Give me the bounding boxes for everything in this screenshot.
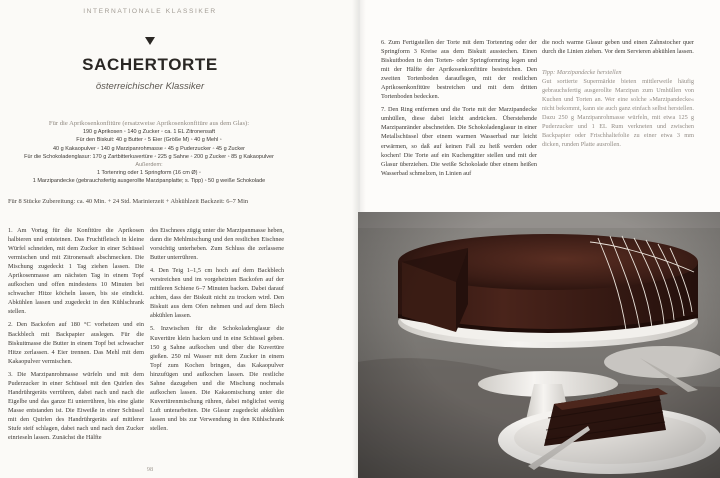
recipe-title: SACHERTORTE xyxy=(82,55,218,74)
yield-and-times: Für 8 Stücke Zubereitung: ca. 40 Min. + 24 Std. Marinierzeit + Abkühlzeit Backzeit: 6–7 Min xyxy=(8,198,249,205)
step-2: 2. Den Backofen auf 180 °C vorheizen und ein Backblech mit Backpapier auslegen. Für die Biskuitmasse die Butter in einem Topf bei schwacher Hitze zerlassen. 4 Eier trennen. Das Mehl mit dem Kakaopulver vermischen. xyxy=(8,321,144,365)
step-3: 3. Die Marzipanrohmasse würfeln und mit dem Puderzucker in einer Schüssel mit den Quirlen des Handrührgeräts verrühren, dabei nach und nach die Eigelbe und das ganze Ei unterrühren, bis eine glatte Masse entstanden ist. Die Eiweiße in einer Schüssel mit den Quirlen des Handrührgeräts auf mittlerer Stufe steif schlagen, dabei nach und nach den Zucker einrieseln lassen. Zunächst die Hälfte xyxy=(8,370,144,442)
cake-illustration xyxy=(358,212,720,478)
ingredient-list xyxy=(4,120,294,186)
ingredient-heading-garnish: Außerdem: xyxy=(135,162,163,169)
ingredient-line: 190 g Aprikosen ◦ 140 g Zucker ◦ ca. 1 EL Zitronensaft xyxy=(82,129,216,136)
tip-heading: Tipp: Marzipandecke herstellen xyxy=(542,69,622,77)
text-column-1 xyxy=(8,226,144,446)
ingredient-line: Für den Biskuit: 40 g Butter ◦ 5 Eier (Größe M) ◦ 40 g Mehl ◦ xyxy=(76,137,222,144)
tip-box xyxy=(542,68,694,149)
triangle-marker-icon xyxy=(144,36,156,46)
step-3-continued: des Eischnees zügig unter die Marzipanmasse heben, dann die Mehlmischung und den restlichen Eischnee vorsichtig unterheben. Zum Schluss die zerlassene Butter unterrühren. xyxy=(150,227,284,262)
text-column-2 xyxy=(150,226,284,437)
text-column-3 xyxy=(381,38,537,182)
recipe-subtitle: österreichischer Klassiker xyxy=(95,81,205,92)
running-head: INTERNATIONALE KLASSIKER xyxy=(83,8,217,15)
tip-text: Gut sortierte Supermärkte bieten mittlerweile häufig gebrauchsfertig ausgerollte Marzipan zum Umhüllen von Kuchen und Torten an. Wer eine solche »Marzipandecke« nicht bekommt, kann sie auch ganz einfach selbst herstellen. Dazu 250 g Marzipanrohmasse würfeln, mit etwa 125 g Puderzucker und 1 EL Rum verkneten und zwischen Backpapier oder Frischhaltefolie zu einer etwa 3 mm dicken, runden Platte ausrollen. xyxy=(542,78,694,149)
left-page xyxy=(0,0,358,478)
ingredient-line: 1 Tortenring oder 1 Springform (16 cm Ø) ◦ xyxy=(97,170,201,177)
step-1: 1. Am Vortag für die Konfitüre die Aprikosen halbieren und entsteinen. Das Fruchtfleisch in kleine Würfel schneiden, mit dem Zucker in einer Schüssel vermischen und mit Zitronensaft abschmecken. Die Mischung zugedeckt 1 Tag ziehen lassen. Die Aprikosenmasse am nächsten Tag in einem Topf aufkochen und offen mindestens 10 Minuten bei schwacher Hitze köcheln lassen, bis sie eindickt. Abkühlen lassen und zugedeckt in den Kühlschrank stellen. xyxy=(8,227,144,316)
ingredient-line: Für die Schokoladenglasur: 170 g Zartbitterkuvertüre ◦ 225 g Sahne ◦ 200 g Zucker ◦ 85 g Kakaopulver xyxy=(24,153,274,160)
step-5: 5. Inzwischen für die Schokoladenglasur die Kuvertüre klein hacken und in eine Schüssel geben. 150 g Sahne aufkochen und über die Kuvertüre gießen. 250 ml Wasser mit dem Zucker in einem Topf zum Kochen bringen, das Kakaopulver hinzufügen und aufkochen lassen. Die restliche Sahne dazugeben und die Mischung nochmals aufkochen lassen. Die Kakaomischung unter die Kuvertürenmischung rühren, dabei möglichst wenig Luft unterarbeiten. Die Glasur zugedeckt abkühlen lassen und bis zur Verwendung in den Kühlschrank stellen. xyxy=(150,325,284,432)
step-6: 6. Zum Fertigstellen der Torte mit dem Tortenring oder der Springform 3 Kreise aus dem Biskuit ausstechen. Einen Biskuitboden in den Torten- oder Springformring legen und mit der Hälfte der Aprikosenkonfitüre bestreichen. Den zweiten Tortenboden darauflegen, mit der restlichen Aprikosenkonfitüre bestreichen und mit dem dritten Tortenboden bedecken. xyxy=(381,39,537,101)
ingredient-heading-apricot: Für die Aprikosenkonfitüre (ersatzweise Aprikosenkonfitüre aus dem Glas): xyxy=(48,120,250,127)
ingredient-line: 40 g Kakaopulver ◦ 140 g Marzipanrohmasse ◦ 45 g Puderzucker ◦ 45 g Zucker xyxy=(52,145,246,152)
page-number: 98 xyxy=(146,466,154,473)
sachertorte-photo xyxy=(358,212,720,478)
step-4: 4. Den Teig 1–1,5 cm hoch auf dem Backblech verstreichen und im vorgeheizten Backofen auf der mittleren Schiene 6–7 Minuten backen. Dabei darauf achten, dass der Biskuit nicht zu trocken wird. Den Biskuit aus dem Ofen nehmen und auf dem Blech abkühlen lassen. xyxy=(150,267,284,320)
step-7-continued: die noch warme Glasur geben und einen Zahnstocher quer durch die Linien ziehen. Vor dem Servieren abkühlen lassen. xyxy=(542,39,694,56)
ingredient-line: 1 Marzipandecke (gebrauchsfertig ausgerollte Marzipanplatte; s. Tipp) ◦ 50 g weiße Schokolade xyxy=(32,178,266,185)
step-7: 7. Den Ring entfernen und die Torte mit der Marzipandecke umhüllen, diese dabei leicht andrücken. Überstehende Marzipanränder abschneiden. Die Schokoladenglasur in einer Metallschüssel über einem warmen Wasserbad nur leicht erwärmen, so daß auf keinen Fall zu heiß werden oder kochen! Die Torte auf ein Kuchengitter stellen und mit der Glasur überziehen. Die weiße Schokolade über einem heißen Wasserbad schmelzen, in Linien auf xyxy=(381,106,537,177)
text-column-4 xyxy=(542,38,694,150)
